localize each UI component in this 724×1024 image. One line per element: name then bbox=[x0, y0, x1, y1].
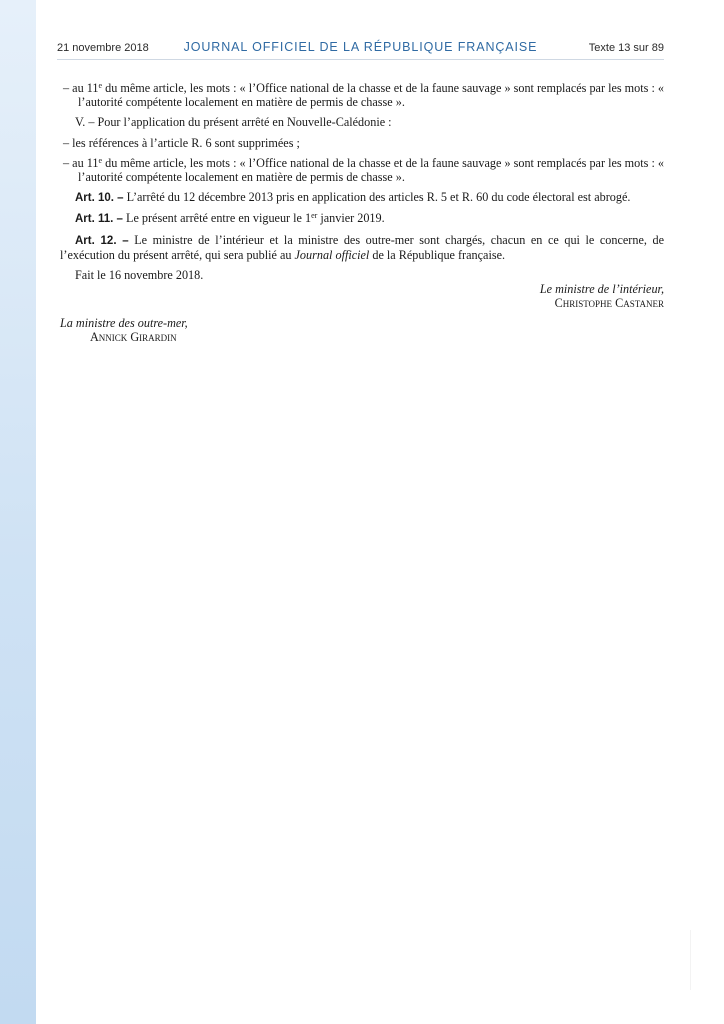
paragraph-item-11-first: – au 11e du même article, les mots : « l’Office national de la chasse et de la faune sauvage » sont remplacés par les mots : « l’autorité compétente localement en matière de permis de chasse ». bbox=[63, 81, 664, 110]
signatory-role: La ministre des outre-mer, bbox=[60, 316, 188, 330]
document-body bbox=[60, 81, 664, 288]
signatory-name: Annick Girardin bbox=[90, 330, 177, 344]
article-10-label: Art. 10. – bbox=[75, 192, 124, 205]
page-header bbox=[57, 39, 664, 60]
article-11-label: Art. 11. – bbox=[75, 213, 123, 226]
article-12-label: Art. 12. – bbox=[75, 234, 129, 247]
journal-title: JOURNAL OFFICIEL DE LA RÉPUBLIQUE FRANÇAISE bbox=[183, 40, 538, 54]
header-page-info: Texte 13 sur 89 bbox=[588, 42, 664, 54]
signatory-name: Christophe Castaner bbox=[554, 296, 664, 310]
signatory-role: Le ministre de l’intérieur, bbox=[539, 282, 664, 296]
left-margin-band bbox=[0, 0, 36, 1024]
header-date: 21 novembre 2018 bbox=[57, 42, 149, 54]
signature-minister-interior bbox=[540, 282, 664, 310]
signature-minister-overseas bbox=[60, 316, 188, 344]
article-10: Art. 10. – L’arrêté du 12 décembre 2013 pris en application des articles R. 5 et R. 60 du code électoral est abrogé. bbox=[75, 190, 631, 205]
paragraph-item-11-second: – au 11e du même article, les mots : « l’Office national de la chasse et de la faune sauvage » sont remplacés par les mots : « l’autorité compétente localement en matière de permis de chasse ». bbox=[63, 155, 664, 185]
article-11: Art. 11. – Le présent arrêté entre en vigueur le 1er janvier 2019. bbox=[75, 211, 385, 226]
article-12: Art. 12. – Le ministre de l’intérieur et la ministre des outre-mer sont chargés, chacun en ce qui le concerne, de l’exécution du présent arrêté, qui sera publié au Journal officiel de la République française. bbox=[60, 232, 664, 262]
paragraph-references: – les références à l’article R. 6 sont supprimées ; bbox=[63, 135, 300, 150]
signing-date: Fait le 16 novembre 2018. bbox=[75, 268, 204, 283]
paragraph-section-v: V. – Pour l’application du présent arrêté en Nouvelle-Calédonie : bbox=[75, 115, 392, 130]
faint-page-mark bbox=[690, 930, 705, 990]
